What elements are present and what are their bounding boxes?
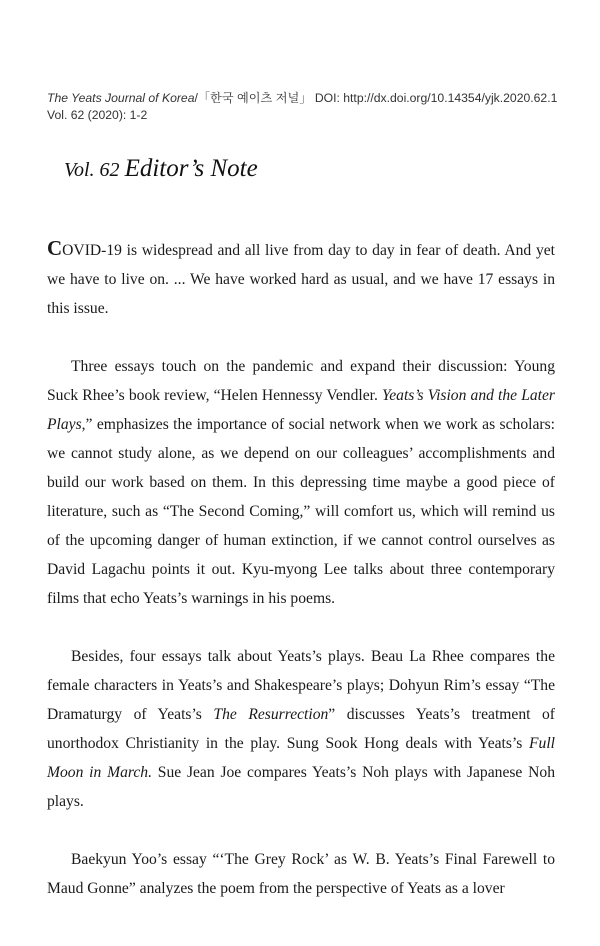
paragraph-4-text: Baekyun Yoo’s essay “‘The Grey Rock’ as W. B. Yeats’s Final Farewell to Maud Gonne” analyzes the poem from the perspective of Yeats as a lover bbox=[47, 851, 555, 897]
title-main: Editor’s Note bbox=[124, 155, 258, 182]
title-volume: Vol. 62 bbox=[64, 159, 125, 181]
page-title bbox=[64, 155, 544, 183]
paragraph-3 bbox=[47, 642, 555, 816]
journal-header bbox=[47, 90, 567, 124]
paragraph-1-text: OVID-19 is widespread and all live from day to day in fear of death. And yet we have to live on. ... We have worked hard as usual, and we have 17 essays in this issue. bbox=[47, 242, 555, 317]
paragraph-3-text-c: ” discusses Yeats’s treatment of unorthodox Christianity in the play. Sung Sook Hong deals with Yeats’s bbox=[47, 706, 555, 752]
journal-name: The Yeats Journal of Korea bbox=[47, 91, 195, 105]
paragraph-2-text-a: Three essays touch on the pandemic and expand their discussion: Young Suck Rhee’s book review, “Helen Hennessy Vendler. bbox=[47, 358, 555, 404]
paragraph-2-text-c: ,” emphasizes the importance of social network when we work as scholars: we cannot study alone, as we depend on our colleagues’ accomplishments and build our work based on them. In this depressing time maybe a good piece of literature, such as “The Second Coming,” will comfort us, which will remind us of the upcoming danger of human extinction, if we cannot control ourselves as David Lagachu points it out. Kyu-myong Lee talks about three contemporary films that echo Yeats’s warnings in his poems. bbox=[47, 416, 555, 607]
paragraph-3-text-a: Besides, four essays talk about Yeats’s plays. Beau La Rhee compares the female characters in Yeats’s and Shakespeare’s plays; Dohyun Rim’s essay “The Dramaturgy of Yeats’s bbox=[47, 648, 555, 723]
paragraph-2 bbox=[47, 352, 555, 613]
play-title-resurrection: The Resurrection bbox=[213, 706, 329, 723]
journal-korean-name: /「한국 예이츠 저널」 bbox=[194, 91, 312, 105]
article-body bbox=[47, 234, 555, 903]
citation-line bbox=[47, 90, 567, 107]
drop-cap: C bbox=[47, 236, 63, 260]
paragraph-4 bbox=[47, 845, 555, 903]
paragraph-3-text-e: Sue Jean Joe compares Yeats’s Noh plays with Japanese Noh plays. bbox=[47, 764, 555, 810]
book-title-vision: Yeats’s Vision and the Later Plays bbox=[47, 387, 555, 433]
paragraph-1 bbox=[47, 234, 555, 323]
volume-line: Vol. 62 (2020): 1-2 bbox=[47, 108, 148, 122]
play-title-full-moon: Full Moon in March. bbox=[47, 735, 555, 781]
doi-text: DOI: http://dx.doi.org/10.14354/yjk.2020.62.1 bbox=[311, 91, 558, 105]
